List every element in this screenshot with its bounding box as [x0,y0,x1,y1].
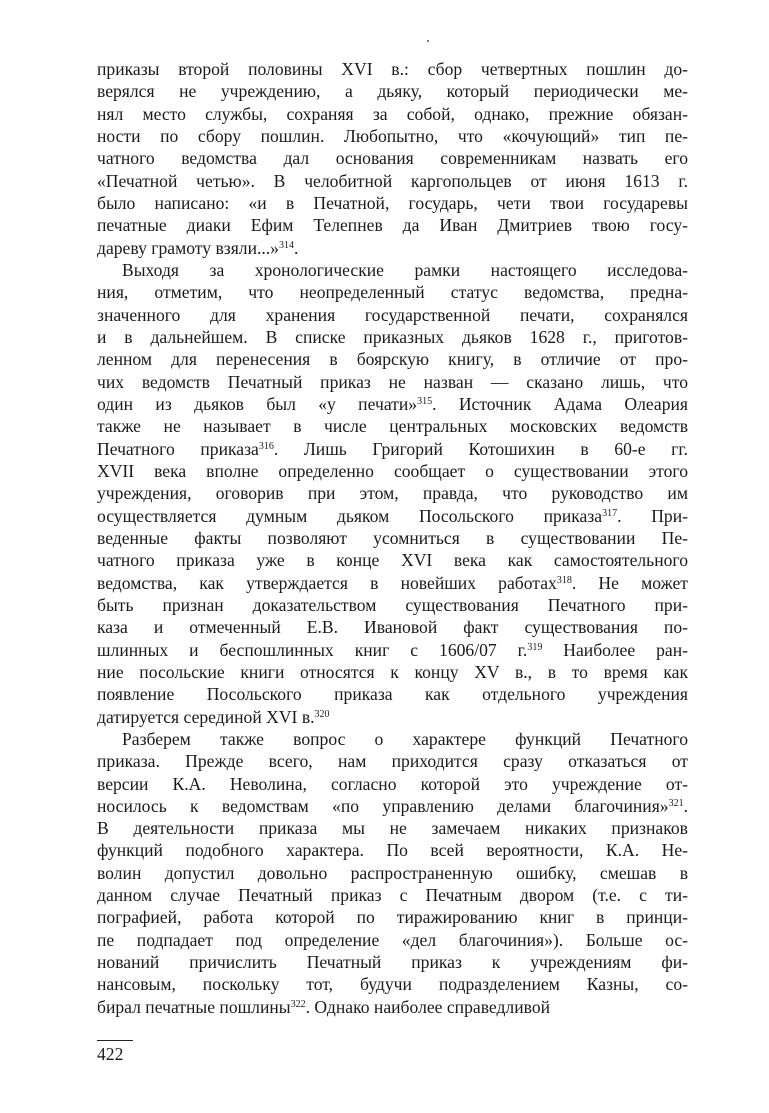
footnote-ref: 315 [417,395,433,407]
scan-speck [427,40,429,42]
text-line: волин допустил довольно распространенную ошибку, смешав в [97,862,688,883]
text-line: появление Посольского приказа как отдельного учреждения [97,684,688,705]
text-line [97,438,688,460]
text-line: также не называет в числе центральных московских ведомств [97,416,688,437]
text-line: нял место службы, сохраняя за собой, однако, прежние обязан- [97,103,688,124]
text-line [97,996,688,1018]
footnote-ref: 321 [668,797,684,809]
text-segment: бирал печатные пошлины [97,996,291,1017]
text-line: и в дальнейшем. В списке приказных дьяков 1628 г., приготов- [97,326,688,347]
paragraph [97,728,688,1018]
text-segment: . [683,795,688,816]
text-line: Выходя за хронологические рамки настоящего исследова- [122,259,688,280]
body-text [97,58,688,1018]
footnote-ref: 322 [290,998,306,1010]
paragraph [97,259,688,728]
text-segment: . Источник Адама Олеария [432,393,688,414]
text-line [97,237,688,259]
text-segment: Печатного приказа [97,438,259,459]
text-line [97,795,688,817]
text-line: было написано: «и в Печатной, государь, чети твои государевы [97,192,688,213]
text-line: быть признан доказательством существования Печатного при- [97,594,688,615]
page-number-rule [97,1040,133,1041]
text-line: функций подобного характера. По всей вероятности, К.А. Не- [97,840,688,861]
text-line: ния, отметим, что неопределенный статус ведомства, предна- [97,282,688,303]
text-line [97,393,688,415]
text-line: Разберем также вопрос о характере функций Печатного [122,728,688,749]
text-line: печатные диаки Ефим Телепнев да Иван Дмитриев твою госу- [97,215,688,236]
text-line: пе подпадает под определение «дел благочиния»). Больше ос- [97,929,688,950]
text-line: каза и отмеченный Е.В. Ивановой факт существования по- [97,617,688,638]
footnote-ref: 319 [527,641,543,653]
text-line: веденные факты позволяют усомниться в существовании Пе- [97,527,688,548]
text-segment: один из дьяков был «у печати» [97,393,418,414]
text-line [97,639,688,661]
text-segment: ведомства, как утверждается в новейших работах [97,572,557,593]
paragraph [97,58,688,259]
text-line: ние посольские книги относятся к концу XV в., в то время как [97,661,688,682]
text-segment: шлинных и беспошлинных книг с 1606/07 г. [97,639,528,660]
text-line [97,505,688,527]
footnote-ref: 320 [314,708,330,720]
text-line: ленном для перенесения в боярскую книгу, в отличие от про- [97,349,688,370]
text-line [97,572,688,594]
text-line: XVII века вполне определенно сообщает о существовании этого [97,460,688,481]
text-segment: . При- [617,505,689,526]
text-line: ности по сбору пошлин. Любопытно, что «кочующий» тип пе- [97,125,688,146]
footnote-ref: 316 [258,440,274,452]
text-line: нансовым, поскольку тот, будучи подразделением Казны, со- [97,974,688,995]
page-number: 422 [97,1044,124,1064]
text-segment: датируется серединой XVI в. [97,706,315,727]
text-line: версии К.А. Неволина, согласно которой это учреждение от- [97,773,688,794]
text-segment: . Не может [571,572,688,593]
text-segment: Наиболее ран- [542,639,688,660]
text-line: приказа. Прежде всего, нам приходится сразу отказаться от [97,751,688,772]
footnote-ref: 317 [602,507,618,519]
text-line [97,706,688,728]
text-line: приказы второй половины XVI в.: сбор четвертных пошлин до- [97,59,688,79]
text-line: пографией, работа которой по тиражированию книг в принци- [97,907,688,928]
text-line: чатного приказа уже в конце XVI века как самостоятельного [97,550,688,571]
text-line: данном случае Печатный приказ с Печатным двором (т.е. с ти- [97,885,688,906]
text-line: значенного для хранения государственной печати, сохранялся [97,304,688,325]
text-line: учреждения, оговорив при этом, правда, что руководство им [97,483,688,504]
text-line: чатного ведомства дал основания современникам назвать его [97,148,688,169]
footnote-ref: 318 [556,574,572,586]
text-segment: дареву грамоту взяли...» [97,237,279,258]
text-segment: . Лишь Григорий Котошихин в 60-е гг. [273,438,688,459]
text-line: «Печатной четью». В челобитной каргопольцев от июня 1613 г. [97,170,688,191]
footnote-ref: 314 [278,239,294,251]
text-segment: . [293,237,299,258]
text-segment: носилось к ведомствам «по управлению делами благочиния» [97,795,669,816]
text-line: верялся не учреждению, а дьяку, который периодически ме- [97,81,688,102]
text-segment: . Однако наиболее справедливой [305,996,551,1017]
text-line: нований причислить Печатный приказ к учреждениям фи- [97,952,688,973]
text-line: В деятельности приказа мы не замечаем никаких признаков [97,818,688,839]
text-segment: осуществляется думным дьяком Посольского приказа [97,505,603,526]
text-line: чих ведомств Печатный приказ не назван — сказано лишь, что [97,371,688,392]
